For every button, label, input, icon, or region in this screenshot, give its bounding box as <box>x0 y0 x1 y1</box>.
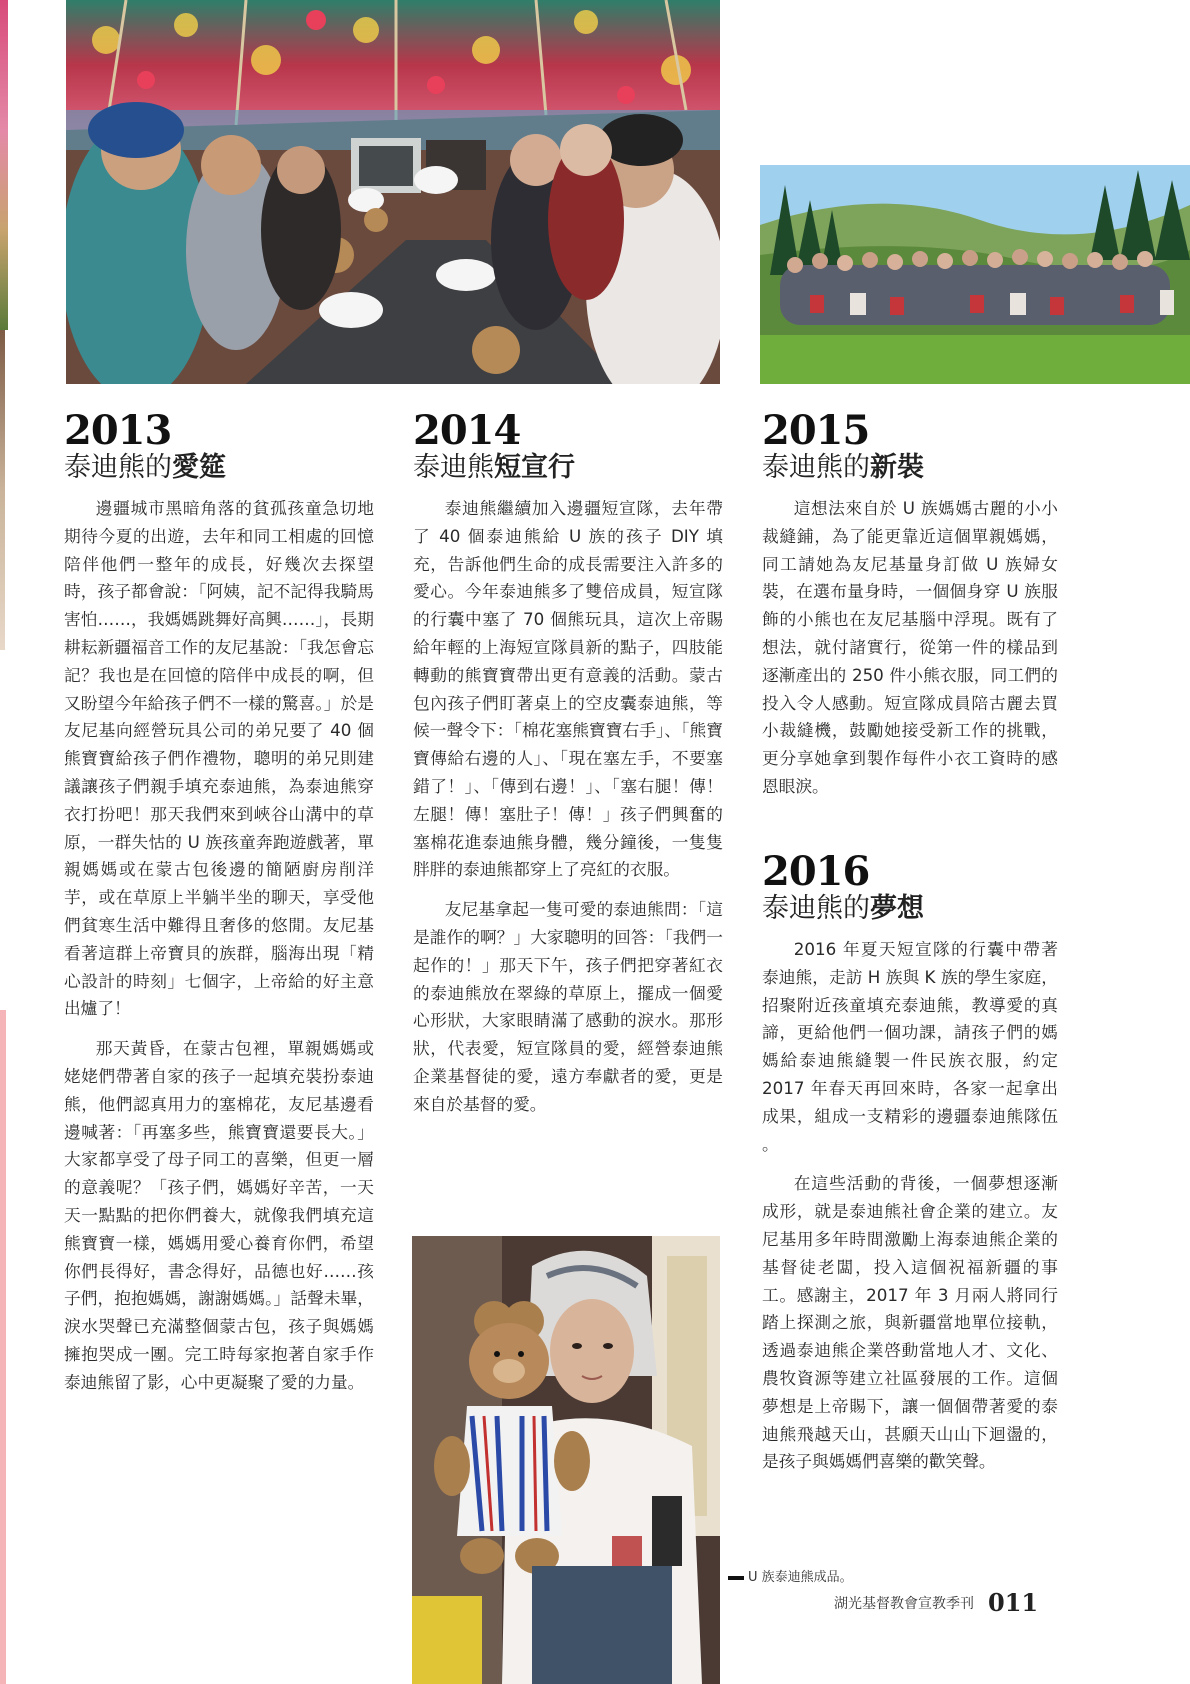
paragraph: 2016 年夏天短宣隊的行囊中帶著泰迪熊，走訪 H 族與 K 族的學生家庭，招聚附近孩童填充泰迪熊，教導愛的真諦，更給他們一個功課，請孩子們的媽媽給泰迪熊縫製一件民族衣服，約定 2017 年春天再回來時，各家一起拿出成果，組成一支精彩的邊疆泰迪熊隊伍 。 <box>762 939 1058 1154</box>
page-number: 011 <box>988 1588 1039 1617</box>
section-subtitle: 泰迪熊的夢想 <box>762 893 924 924</box>
section-2015 <box>762 407 1058 801</box>
page-footer <box>834 1588 1038 1617</box>
year-heading: 2013 <box>64 407 172 454</box>
paragraph: 泰迪熊繼續加入邊疆短宣隊，去年帶了 40 個泰迪熊給 U 族的孩子 DIY 填充，告訴他們生命的成長需要注入許多的愛心。今年泰迪熊多了雙倍成員，短宣隊的行囊中塞了 70 個熊玩具，這次上帝賜給年輕的上海短宣隊員新的點子，四肢能轉動的熊寶寶帶出更有意義的活動。蒙古包內孩子們盯著桌上的空皮囊泰迪熊，等候一聲令下：「棉花塞熊寶寶右手」、「熊寶寶傳給右邊的人」、「現在塞左手，不要塞錯了！」、「傳到右邊！」、「塞右腿！傳！左腿！傳！塞肚子！傳！」孩子們興奮的塞棉花進泰迪熊身體，幾分鐘後，一隻隻胖胖的泰迪熊都穿上了亮紅的衣服。 <box>413 498 723 880</box>
photo-caption: U 族泰迪熊成品。 <box>728 1566 853 1585</box>
section-subtitle: 泰迪熊短宣行 <box>413 452 575 483</box>
paragraph: 這想法來自於 U 族媽媽古麗的小小裁縫鋪，為了能更靠近這個單親媽媽，同工請她為友尼基量身訂做 U 族婦女裝，在選布量身時，一個個身穿 U 族服飾的小熊也在友尼基腦中浮現。既有了想法，就付諸實行，從第一件的樣品到逐漸產出的 250 件小熊衣服，同工們的投入令人感動。短宣隊成員陪古麗去買小裁縫機，鼓勵她接受新工作的挑戰，更分享她拿到製作每件小衣工資時的感恩眼淚。 <box>762 498 1058 796</box>
year-heading: 2016 <box>762 848 870 895</box>
year-heading: 2014 <box>413 407 521 454</box>
paragraph: 友尼基拿起一隻可愛的泰迪熊問：「這是誰作的啊？」大家聰明的回答：「我們一起作的！」那天下午，孩子們把穿著紅衣的泰迪熊放在翠綠的草原上，擺成一個愛心形狀，大家眼睛滿了感動的淚水。那形狀，代表愛，短宣隊員的愛，經營泰迪熊企業基督徒的愛，遠方奉獻者的愛，更是來自於基督的愛。 <box>413 899 723 1114</box>
publication-name: 湖光基督教會宣教季刊 <box>834 1596 974 1612</box>
section-2016 <box>762 848 1058 1476</box>
section-2013 <box>64 407 374 1397</box>
caption-dash <box>728 1576 744 1580</box>
section-subtitle: 泰迪熊的新裝 <box>762 452 924 483</box>
paragraph: 那天黃昏，在蒙古包裡，單親媽媽或姥姥們帶著自家的孩子一起填充裝扮泰迪熊，他們認真用力的塞棉花，友尼基邊看邊喊著：「再塞多些，熊寶寶還要長大。」大家都享受了母子同工的喜樂，但更一層的意義呢？「孩子們，媽媽好辛苦，一天天一點點的把你們養大，就像我們填充這熊寶寶一樣，媽媽用愛心養育你們，希望你們長得好，書念得好，品德也好……孩子們，抱抱媽媽，謝謝媽媽。」話聲未畢，淚水哭聲已充滿整個蒙古包，孩子與媽媽擁抱哭成一團。完工時每家抱著自家手作泰迪熊留了影，心中更凝聚了愛的力量。 <box>64 1038 374 1392</box>
group-grassland-photo <box>760 165 1190 384</box>
year-heading: 2015 <box>762 407 870 454</box>
paragraph: 在這些活動的背後，一個夢想逐漸成形，就是泰迪熊社會企業的建立。友尼基用多年時間激勵上海泰迪熊企業的基督徒老闆，投入這個祝福新疆的事工。感謝主，2017 年 3 月兩人將同行踏上探測之旅，與新疆當地單位接軌，透過泰迪熊企業啓動當地人才、文化、農牧資源等建立社區發展的工作。這個夢想是上帝賜下，讓一個個帶著愛的泰迪熊飛越天山，甚願天山山下迴盪的，是孩子與媽媽們喜樂的歡笑聲。 <box>762 1173 1058 1472</box>
girl-with-bear-photo <box>412 1236 720 1684</box>
yurt-workshop-photo <box>66 0 720 384</box>
left-edge-strip-top <box>0 0 8 330</box>
section-2014 <box>413 407 723 1119</box>
left-edge-strip-middle <box>0 330 5 650</box>
section-subtitle: 泰迪熊的愛筵 <box>64 452 226 483</box>
left-edge-strip-bottom <box>0 1010 6 1684</box>
paragraph: 邊疆城市黑暗角落的貧孤孩童急切地期待今夏的出遊，去年和同工相處的回憶陪伴他們一整年的成長，好幾次去探望時，孩子都會說：「阿姨，記不記得我騎馬害怕……，我媽媽跳舞好高興……」，長期耕耘新疆福音工作的友尼基說：「我怎會忘記？我也是在回憶的陪伴中成長的啊，但又盼望今年給孩子們不一樣的驚喜。」於是友尼基向經營玩具公司的弟兄要了 40 個熊寶寶給孩子們作禮物，聰明的弟兄則建議讓孩子們親手填充泰迪熊，為泰迪熊穿衣打扮吧！那天我們來到峽谷山溝中的草原，一群失怙的 U 族孩童奔跑遊戲著，單親媽媽或在蒙古包後邊的簡陋廚房削洋芋，或在草原上半躺半坐的聊天，享受他們貧寒生活中難得且奢侈的悠閒。友尼基看著這群上帝寶貝的族群，腦海出現「精心設計的時刻」七個字，上帝給的好主意出爐了！ <box>64 498 374 1019</box>
